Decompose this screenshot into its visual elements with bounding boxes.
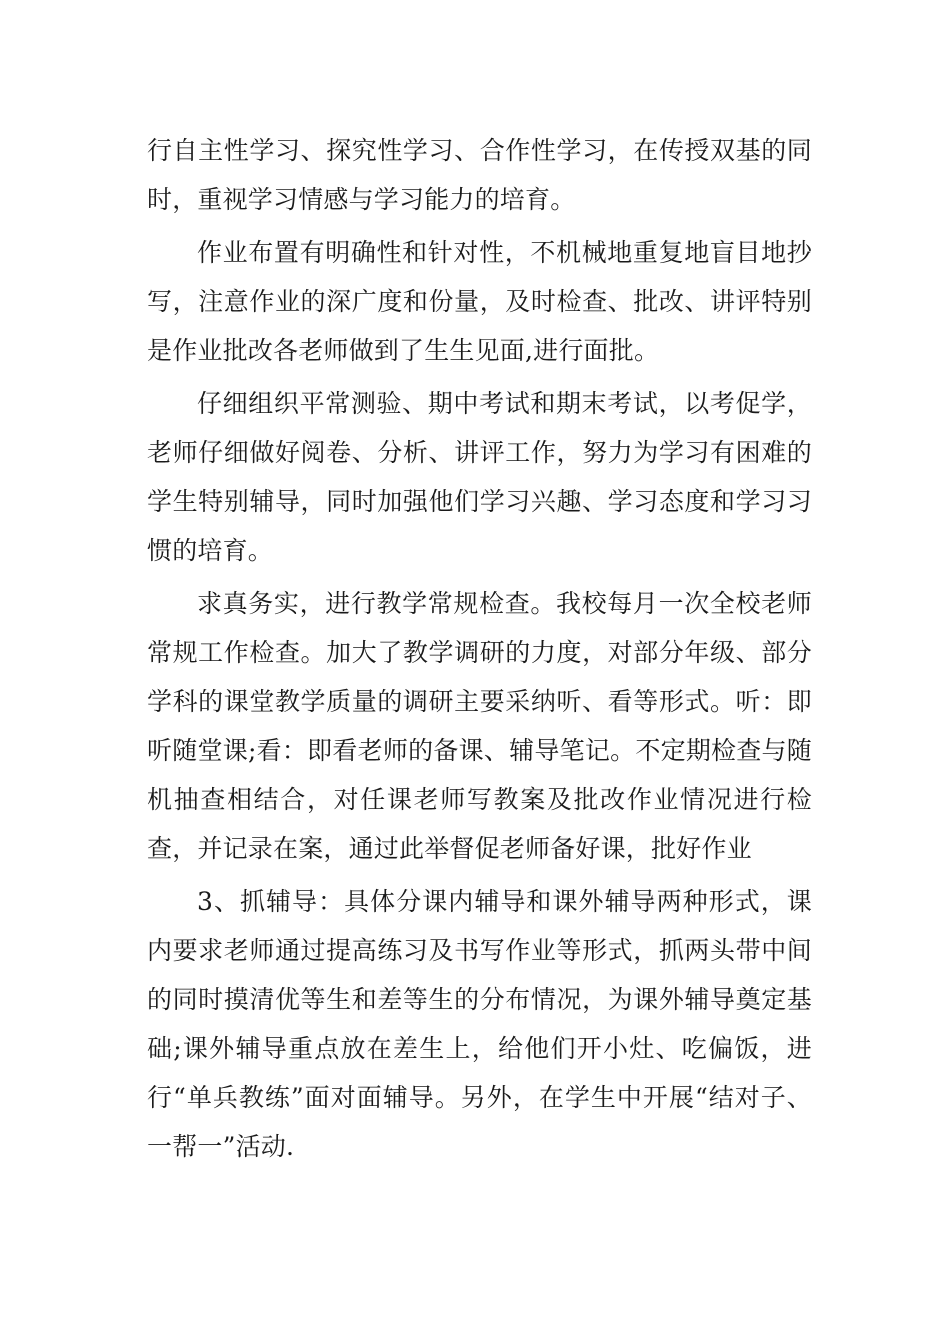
document-body	[147, 126, 812, 1171]
paragraph-4: 求真务实，进行教学常规检查。我校每月一次全校老师常规工作检查。加大了教学调研的力度，对部分年级、部分学科的课堂教学质量的调研主要采纳听、看等形式。听：即听随堂课;看：即看老师的备课、辅导笔记。不定期检查与随机抽查相结合，对任课老师写教案及批改作业情况进行检查，并记录在案，通过此举督促老师备好课，批好作业	[147, 589, 812, 863]
paragraph-1: 行自主性学习、探究性学习、合作性学习，在传授双基的同时，重视学习情感与学习能力的培育。	[147, 136, 812, 214]
paragraph-2: 作业布置有明确性和针对性，不机械地重复地盲目地抄写，注意作业的深广度和份量，及时检查、批改、讲评特别是作业批改各老师做到了生生见面,进行面批。	[147, 238, 812, 365]
paragraph-5: 3、抓辅导：具体分课内辅导和课外辅导两种形式，课内要求老师通过提高练习及书写作业等形式，抓两头带中间的同时摸清优等生和差等生的分布情况，为课外辅导奠定基础;课外辅导重点放在差生上，给他们开小灶、吃偏饭，进行“单兵教练”面对面辅导。另外，在学生中开展“结对子、一帮一”活动.	[147, 887, 812, 1161]
paragraph-3: 仔细组织平常测验、期中考试和期末考试，以考促学，老师仔细做好阅卷、分析、讲评工作，努力为学习有困难的学生特别辅导，同时加强他们学习兴趣、学习态度和学习习惯的培育。	[147, 389, 812, 565]
